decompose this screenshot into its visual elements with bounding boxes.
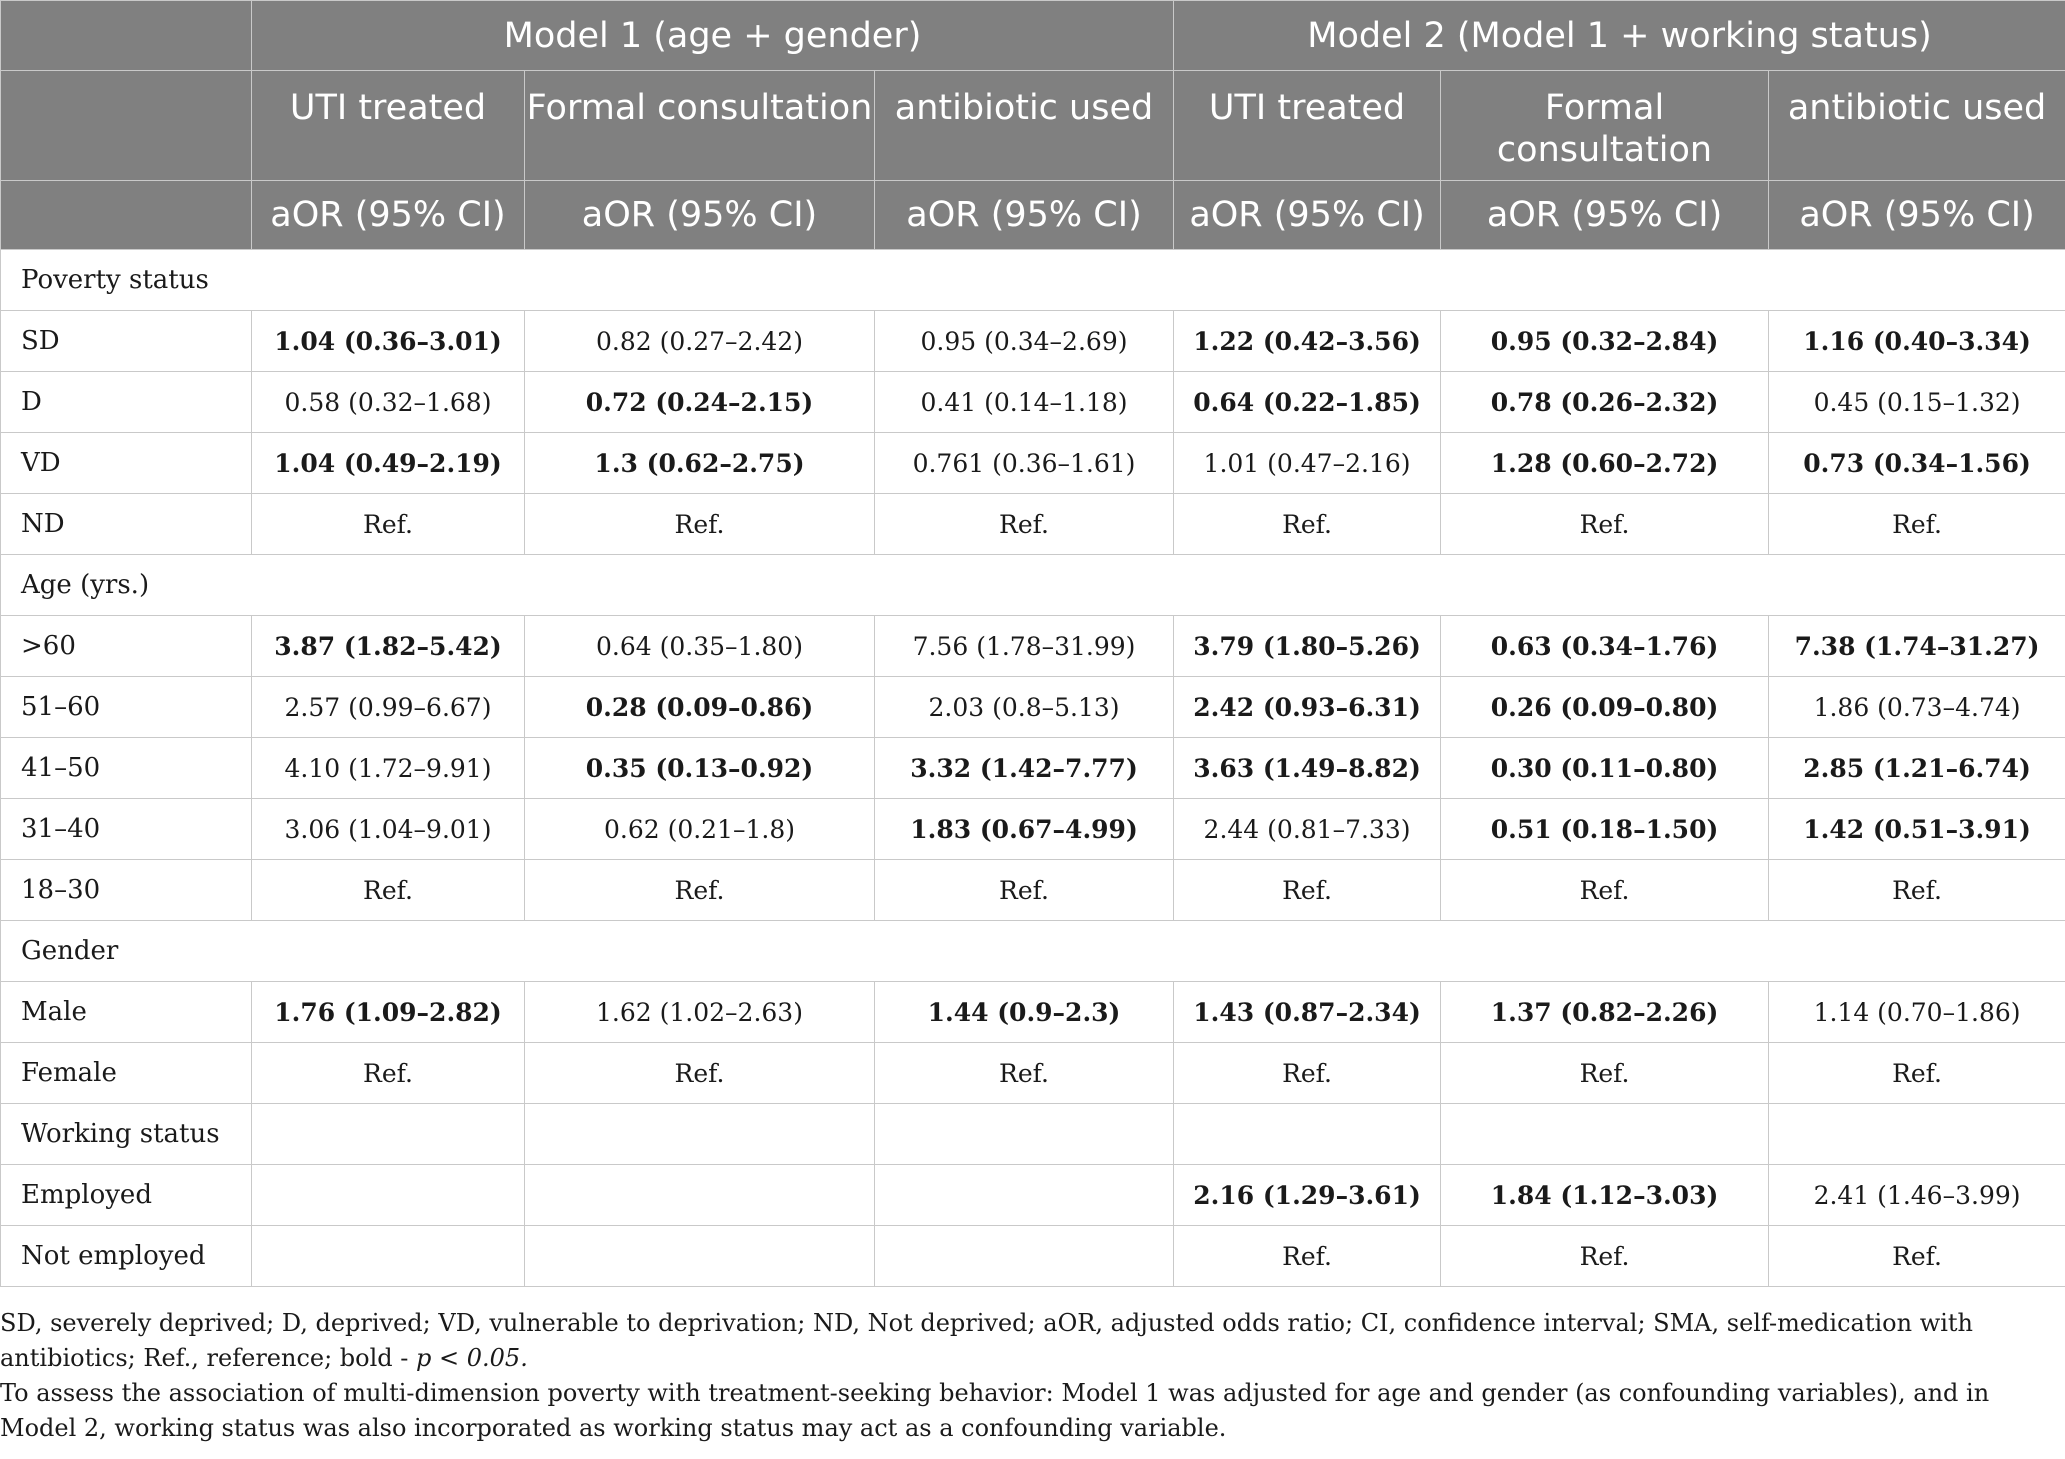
table-cell [525,1165,875,1226]
row-label: D [1,372,252,433]
table-cell: 1.04 (0.49–2.19) [252,433,525,494]
table-cell [252,1226,525,1287]
table-cell: 1.84 (1.12–3.03) [1441,1165,1769,1226]
table-cell: 1.14 (0.70–1.86) [1769,982,2065,1043]
table-cell [875,1165,1174,1226]
header-outcome: antibiotic used [875,71,1174,181]
table-cell: 3.06 (1.04–9.01) [252,799,525,860]
table-cell: Ref. [252,494,525,555]
header-corner-3 [1,181,252,250]
section-label: Gender [1,921,2065,982]
table-cell: 0.26 (0.09–0.80) [1441,677,1769,738]
table-cell: 3.32 (1.42–7.77) [875,738,1174,799]
table-cell: 0.78 (0.26–2.32) [1441,372,1769,433]
section-row [1,921,2065,982]
table-cell: Ref. [1441,860,1769,921]
row-label: ND [1,494,252,555]
header-outcome: Formal consultation [525,71,875,181]
table-cell [252,1165,525,1226]
header-model1: Model 1 (age + gender) [252,1,1174,71]
table-cell: 2.16 (1.29–3.61) [1174,1165,1441,1226]
table-cell: 0.45 (0.15–1.32) [1769,372,2065,433]
table-cell: 0.58 (0.32–1.68) [252,372,525,433]
table-cell: Ref. [252,860,525,921]
table-cell: 1.22 (0.42–3.56) [1174,311,1441,372]
table-cell: 1.37 (0.82–2.26) [1441,982,1769,1043]
row-label: Female [1,1043,252,1104]
table-row [1,860,2065,921]
row-label: 18–30 [1,860,252,921]
table-notes [0,1306,2050,1446]
header-corner [1,1,252,71]
table-body [1,250,2065,1287]
table-row [1,677,2065,738]
header-metric: aOR (95% CI) [252,181,525,250]
section-label: Poverty status [1,250,2065,311]
table-cell [875,1226,1174,1287]
table-row [1,1165,2065,1226]
header-outcome: Formal consultation [1441,71,1769,181]
table-row [1,738,2065,799]
table-cell: 0.35 (0.13–0.92) [525,738,875,799]
table-cell: Ref. [525,860,875,921]
table-cell: 0.73 (0.34–1.56) [1769,433,2065,494]
table-cell: 0.64 (0.35–1.80) [525,616,875,677]
table-cell: 2.57 (0.99–6.67) [252,677,525,738]
abbreviation-note [0,1306,2050,1376]
row-label: 31–40 [1,799,252,860]
table-header [1,1,2065,250]
header-metric: aOR (95% CI) [875,181,1174,250]
row-label: Employed [1,1165,252,1226]
table-cell: Ref. [875,1043,1174,1104]
table-cell: 0.30 (0.11–0.80) [1441,738,1769,799]
table-row [1,799,2065,860]
table-cell: 0.72 (0.24–2.15) [525,372,875,433]
header-corner-2 [1,71,252,181]
table-cell [1769,1104,2065,1165]
table-row [1,1226,2065,1287]
table-row [1,494,2065,555]
section-row [1,250,2065,311]
table-cell: Ref. [1769,1226,2065,1287]
header-metric: aOR (95% CI) [1769,181,2065,250]
table-cell: 0.761 (0.36–1.61) [875,433,1174,494]
table-cell: 2.41 (1.46–3.99) [1769,1165,2065,1226]
table-cell: 0.95 (0.32–2.84) [1441,311,1769,372]
table-cell: Ref. [525,494,875,555]
row-label: 41–50 [1,738,252,799]
table-cell: 0.95 (0.34–2.69) [875,311,1174,372]
header-outcome: antibiotic used [1769,71,2065,181]
row-label: >60 [1,616,252,677]
table-cell: Ref. [1769,494,2065,555]
table-cell: 0.64 (0.22–1.85) [1174,372,1441,433]
table-cell: Ref. [875,860,1174,921]
row-label: VD [1,433,252,494]
table-cell: Ref. [1769,860,2065,921]
header-model2: Model 2 (Model 1 + working status) [1174,1,2065,71]
table-cell: 3.79 (1.80–5.26) [1174,616,1441,677]
table-cell: 1.43 (0.87–2.34) [1174,982,1441,1043]
table-cell: 0.63 (0.34–1.76) [1441,616,1769,677]
table-cell: 3.63 (1.49–8.82) [1174,738,1441,799]
header-metric: aOR (95% CI) [1441,181,1769,250]
header-outcome: UTI treated [252,71,525,181]
model-note: To assess the association of multi-dimension poverty with treatment-seeking behavior: Model 1 was adjusted for age and gender (as confounding variables), and in Model 2, working status was also incorporated as working status may act as a confounding variable. [0,1379,1990,1442]
table-cell: 3.87 (1.82–5.42) [252,616,525,677]
table-row [1,616,2065,677]
abbreviation-text: SD, severely deprived; D, deprived; VD, vulnerable to deprivation; ND, Not deprived; aOR, adjusted odds ratio; CI, confidence interval; SMA, self-medication with antibiotics; Ref., reference; bold - [0,1309,1974,1372]
table-cell [525,1104,875,1165]
table-cell: Ref. [252,1043,525,1104]
table-cell: Ref. [1174,1226,1441,1287]
table-cell: 1.76 (1.09–2.82) [252,982,525,1043]
table-cell: 2.42 (0.93–6.31) [1174,677,1441,738]
table-cell: 1.42 (0.51–3.91) [1769,799,2065,860]
table-cell: 1.83 (0.67–4.99) [875,799,1174,860]
table-cell: 1.01 (0.47–2.16) [1174,433,1441,494]
table-row [1,311,2065,372]
table-row [1,433,2065,494]
section-label: Age (yrs.) [1,555,2065,616]
table-cell: 0.82 (0.27–2.42) [525,311,875,372]
table-cell: 2.44 (0.81–7.33) [1174,799,1441,860]
pvalue-text: p < 0.05. [416,1344,528,1372]
table-cell: 1.86 (0.73–4.74) [1769,677,2065,738]
table-cell: 4.10 (1.72–9.91) [252,738,525,799]
table-cell: 0.41 (0.14–1.18) [875,372,1174,433]
table-cell: Ref. [1174,860,1441,921]
table-cell: Ref. [875,494,1174,555]
table-cell: 7.38 (1.74–31.27) [1769,616,2065,677]
table-cell: 2.85 (1.21–6.74) [1769,738,2065,799]
row-label: Working status [1,1104,252,1165]
table-cell: Ref. [1174,494,1441,555]
table-cell: 0.62 (0.21–1.8) [525,799,875,860]
table-cell: Ref. [1174,1043,1441,1104]
row-label: Not employed [1,1226,252,1287]
table-cell: Ref. [525,1043,875,1104]
row-label: 51–60 [1,677,252,738]
table-cell: 1.28 (0.60–2.72) [1441,433,1769,494]
table-cell: Ref. [1769,1043,2065,1104]
table-row [1,1043,2065,1104]
table-cell [875,1104,1174,1165]
table-cell [252,1104,525,1165]
table-cell: Ref. [1441,1226,1769,1287]
table-row [1,372,2065,433]
table-cell [1174,1104,1441,1165]
table-cell: Ref. [1441,1043,1769,1104]
table-cell: 1.04 (0.36–3.01) [252,311,525,372]
table-cell: Ref. [1441,494,1769,555]
row-label: Male [1,982,252,1043]
table-cell: 0.28 (0.09–0.86) [525,677,875,738]
table-cell [525,1226,875,1287]
table-cell: 1.3 (0.62–2.75) [525,433,875,494]
header-outcome: UTI treated [1174,71,1441,181]
table-cell: 0.51 (0.18–1.50) [1441,799,1769,860]
table-cell: 1.44 (0.9–2.3) [875,982,1174,1043]
table-cell: 7.56 (1.78–31.99) [875,616,1174,677]
table-cell: 1.16 (0.40–3.34) [1769,311,2065,372]
table-row [1,1104,2065,1165]
row-label: SD [1,311,252,372]
header-metric: aOR (95% CI) [1174,181,1441,250]
table-cell: 1.62 (1.02–2.63) [525,982,875,1043]
table-cell [1441,1104,1769,1165]
header-metric: aOR (95% CI) [525,181,875,250]
table-row [1,982,2065,1043]
section-row [1,555,2065,616]
table-cell: 2.03 (0.8–5.13) [875,677,1174,738]
